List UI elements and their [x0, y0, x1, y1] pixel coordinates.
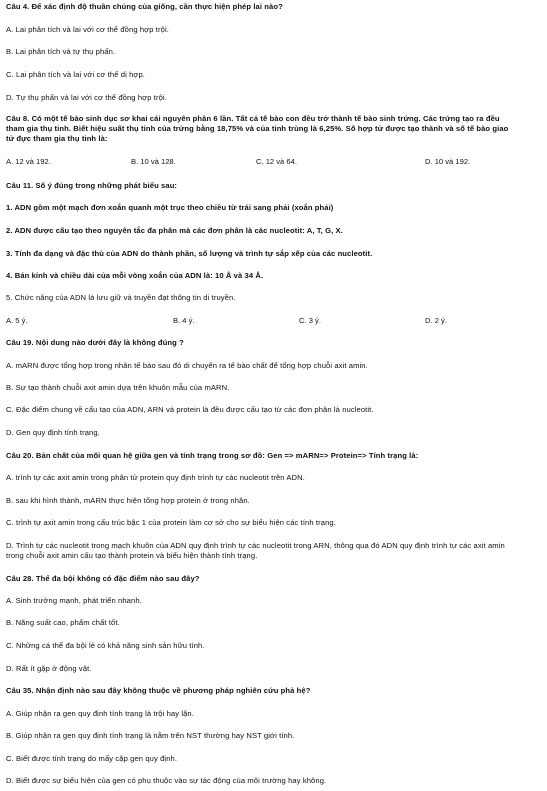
question-8-title-line-1: Câu 8. Có một tế bào sinh dục sơ khai cái nguyên phân 6 lần. Tất cả tế bào con đều trở thành tế bào sinh trứng. Các trứng tạo ra đều: [6, 114, 500, 123]
question-20-option-d-line-2: trong chuỗi axit amin cấu tạo thành protein và biểu hiện thành tính trạng.: [6, 551, 258, 560]
question-4-option-a: A. Lai phân tích và lai với cơ thể đồng hợp trội.: [6, 25, 169, 34]
question-8-option-d: D. 10 và 192.: [425, 157, 471, 166]
question-20-option-c: C. trình tự axit amin trong cấu trúc bậc 1 của protein làm cơ sở cho sự biểu hiện các tính trạng.: [6, 518, 336, 527]
question-19-option-a: A. mARN được tổng hợp trong nhân tế bào sau đó di chuyển ra tế bào chất để tổng hợp chuỗi axit amin.: [6, 361, 368, 370]
question-11-options: [6, 316, 543, 326]
question-19-title: Câu 19. Nội dung nào dưới đây là không đúng ?: [6, 338, 184, 347]
question-35-option-d: D. Biết được sự biểu hiện của gen có phụ thuộc vào sự tác động của môi trường hay không.: [6, 776, 327, 785]
question-28-option-b: B. Năng suất cao, phẩm chất tốt.: [6, 618, 120, 627]
question-11-option-d: D. 2 ý.: [425, 316, 447, 325]
question-8-option-c: C. 12 và 64.: [256, 157, 297, 166]
question-8-options: [6, 157, 543, 167]
question-11-option-b: B. 4 ý.: [173, 316, 195, 325]
question-8-option-a: A. 12 và 192.: [6, 157, 51, 166]
question-11-title: Câu 11. Số ý đúng trong những phát biểu sau:: [6, 181, 178, 190]
question-4-option-d: D. Tự thụ phấn và lai với cơ thể đồng hợp trội.: [6, 93, 167, 102]
question-11-statement-2: 2. ADN được cấu tạo theo nguyên tắc đa phân mà các đơn phân là các nucleotit: A, T, G, X.: [6, 226, 343, 235]
question-35-option-a: A. Giúp nhận ra gen quy định tính trạng là trội hay lặn.: [6, 709, 194, 718]
question-28-title: Câu 28. Thể đa bội không có đặc điểm nào sau đây?: [6, 574, 200, 583]
question-11-statement-1: 1. ADN gồm một mạch đơn xoắn quanh một trục theo chiều từ trái sang phải (xoắn phải): [6, 203, 334, 212]
question-8-title-line-2: tham gia thụ tinh. Biết hiệu suất thụ tinh của trứng bằng 18,75% và của tinh trùng là 6,25%. Số hợp tử được tạo thành và số tế bào giao: [6, 124, 509, 133]
question-8-title-line-3: tử đực tham gia thụ tinh là:: [6, 134, 108, 143]
question-28-option-c: C. Những cá thể đa bội lẻ có khả năng sinh sản hữu tính.: [6, 641, 205, 650]
question-28-option-a: A. Sinh trưởng mạnh, phát triển nhanh.: [6, 596, 142, 605]
question-20-option-a: A. trình tự các axit amin trong phân tử protein quy định trình tự các nucleotit trên ADN.: [6, 473, 305, 482]
question-19-option-c: C. Đặc điểm chung về cấu tạo của ADN, ARN và protein là đều được cấu tạo từ các đơn phân là nucleotit.: [6, 405, 374, 414]
question-35-title: Câu 35. Nhận định nào sau đây không thuộc về phương pháp nghiên cứu phả hệ?: [6, 686, 311, 695]
question-19-option-b: B. Sự tạo thành chuỗi axit amin dựa trên khuôn mẫu của mARN.: [6, 383, 230, 392]
question-19-option-d: D. Gen quy định tính trạng.: [6, 428, 100, 437]
question-28-option-d: D. Rất ít gặp ở động vật.: [6, 664, 92, 673]
question-35-option-b: B. Giúp nhận ra gen quy định tính trạng là nằm trên NST thường hay NST giới tính.: [6, 731, 295, 740]
question-20-option-d-line-1: D. Trình tự các nucleotit trong mạch khuôn của ADN quy định trình tự các nucleotit trong ARN, thông qua đó ADN quy định trình tự các axit amin: [6, 541, 505, 550]
question-20-title: Câu 20. Bản chất của mối quan hệ giữa gen và tính trạng trong sơ đồ: Gen => mARN=> Protein=> Tính trạng là:: [6, 451, 419, 460]
question-11-statement-5: 5. Chức năng của ADN là lưu giữ và truyền đạt thông tin di truyền.: [6, 293, 236, 302]
question-4-option-b: B. Lai phân tích và tự thụ phấn.: [6, 47, 116, 56]
question-35-option-c: C. Biết được tính trạng do mấy cặp gen quy định.: [6, 754, 178, 763]
question-4-title: Câu 4. Để xác định độ thuần chủng của giống, cần thực hiện phép lai nào?: [6, 2, 283, 11]
question-11-option-a: A. 5 ý.: [6, 316, 28, 325]
question-8-option-b: B. 10 và 128.: [131, 157, 176, 166]
question-11-option-c: C. 3 ý.: [299, 316, 321, 325]
question-11-statement-3: 3. Tính đa dạng và đặc thù của ADN do thành phần, số lượng và trình tự sắp xếp của các nucleotit.: [6, 249, 373, 258]
question-4-option-c: C. Lai phân tích và lai với cơ thể dị hợp.: [6, 70, 146, 79]
question-11-statement-4: 4. Bán kính và chiều dài của mỗi vòng xoắn của ADN là: 10 Å và 34 Å.: [6, 271, 264, 280]
question-20-option-b: B. sau khi hình thành, mARN thực hiện tổng hợp protein ở trong nhân.: [6, 496, 250, 505]
